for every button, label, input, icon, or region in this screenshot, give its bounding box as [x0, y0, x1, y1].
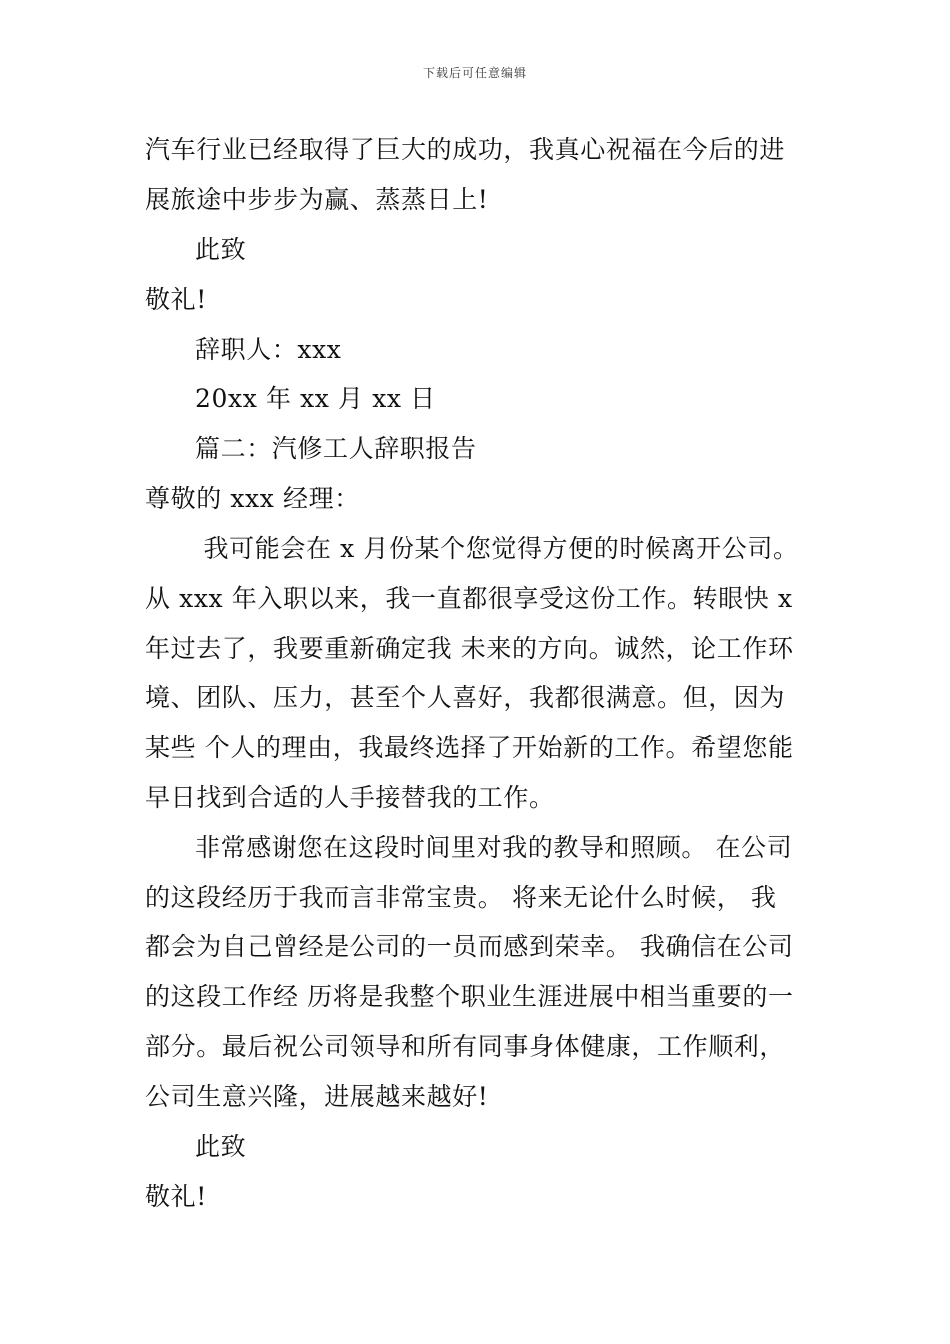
- closing-salutation: 敬礼!: [145, 285, 207, 314]
- closing-phrase: 此致: [195, 1132, 247, 1161]
- body-line: 年过去了，我要重新确定我 未来的方向。诚然，论工作环: [145, 634, 794, 663]
- closing-salutation: 敬礼!: [145, 1182, 207, 1211]
- section-heading: 篇二：汽修工人辞职报告: [195, 434, 477, 463]
- signature-name: 辞职人：xxx: [195, 335, 342, 364]
- body-line: 展旅途中步步为赢、蒸蒸日上!: [145, 185, 489, 214]
- body-line: 早日找到合适的人手接替我的工作。: [145, 783, 555, 812]
- body-line: 境、团队、压力，甚至个人喜好，我都很满意。但，因为: [145, 683, 786, 712]
- body-line: 我可能会在 x 月份某个您觉得方便的时候离开公司。: [195, 534, 799, 563]
- body-line: 的这段工作经 历将是我整个职业生涯进展中相当重要的一: [145, 982, 794, 1011]
- body-line: 非常感谢您在这段时间里对我的教导和照顾。 在公司: [195, 833, 793, 862]
- body-line: 公司生意兴隆，进展越来越好!: [145, 1082, 489, 1111]
- page-header: 下载后可任意编辑: [422, 66, 527, 80]
- body-line: 的这段经历于我而言非常宝贵。 将来无论什么时候， 我: [145, 883, 777, 912]
- closing-phrase: 此致: [195, 235, 247, 264]
- body-line: 汽车行业已经取得了巨大的成功，我真心祝福在今后的进: [145, 135, 786, 164]
- greeting: 尊敬的 xxx 经理：: [145, 484, 360, 513]
- body-line: 从 xxx 年入职以来，我一直都很享受这份工作。转眼快 x: [145, 584, 793, 613]
- signature-date: 20xx 年 xx 月 xx 日: [195, 384, 436, 413]
- body-line: 某些 个人的理由，我最终选择了开始新的工作。希望您能: [145, 733, 794, 762]
- body-line: 都会为自己曾经是公司的一员而感到荣幸。 我确信在公司: [145, 932, 794, 961]
- body-line: 部分。最后祝公司领导和所有同事身体健康，工作顺利，: [145, 1032, 786, 1061]
